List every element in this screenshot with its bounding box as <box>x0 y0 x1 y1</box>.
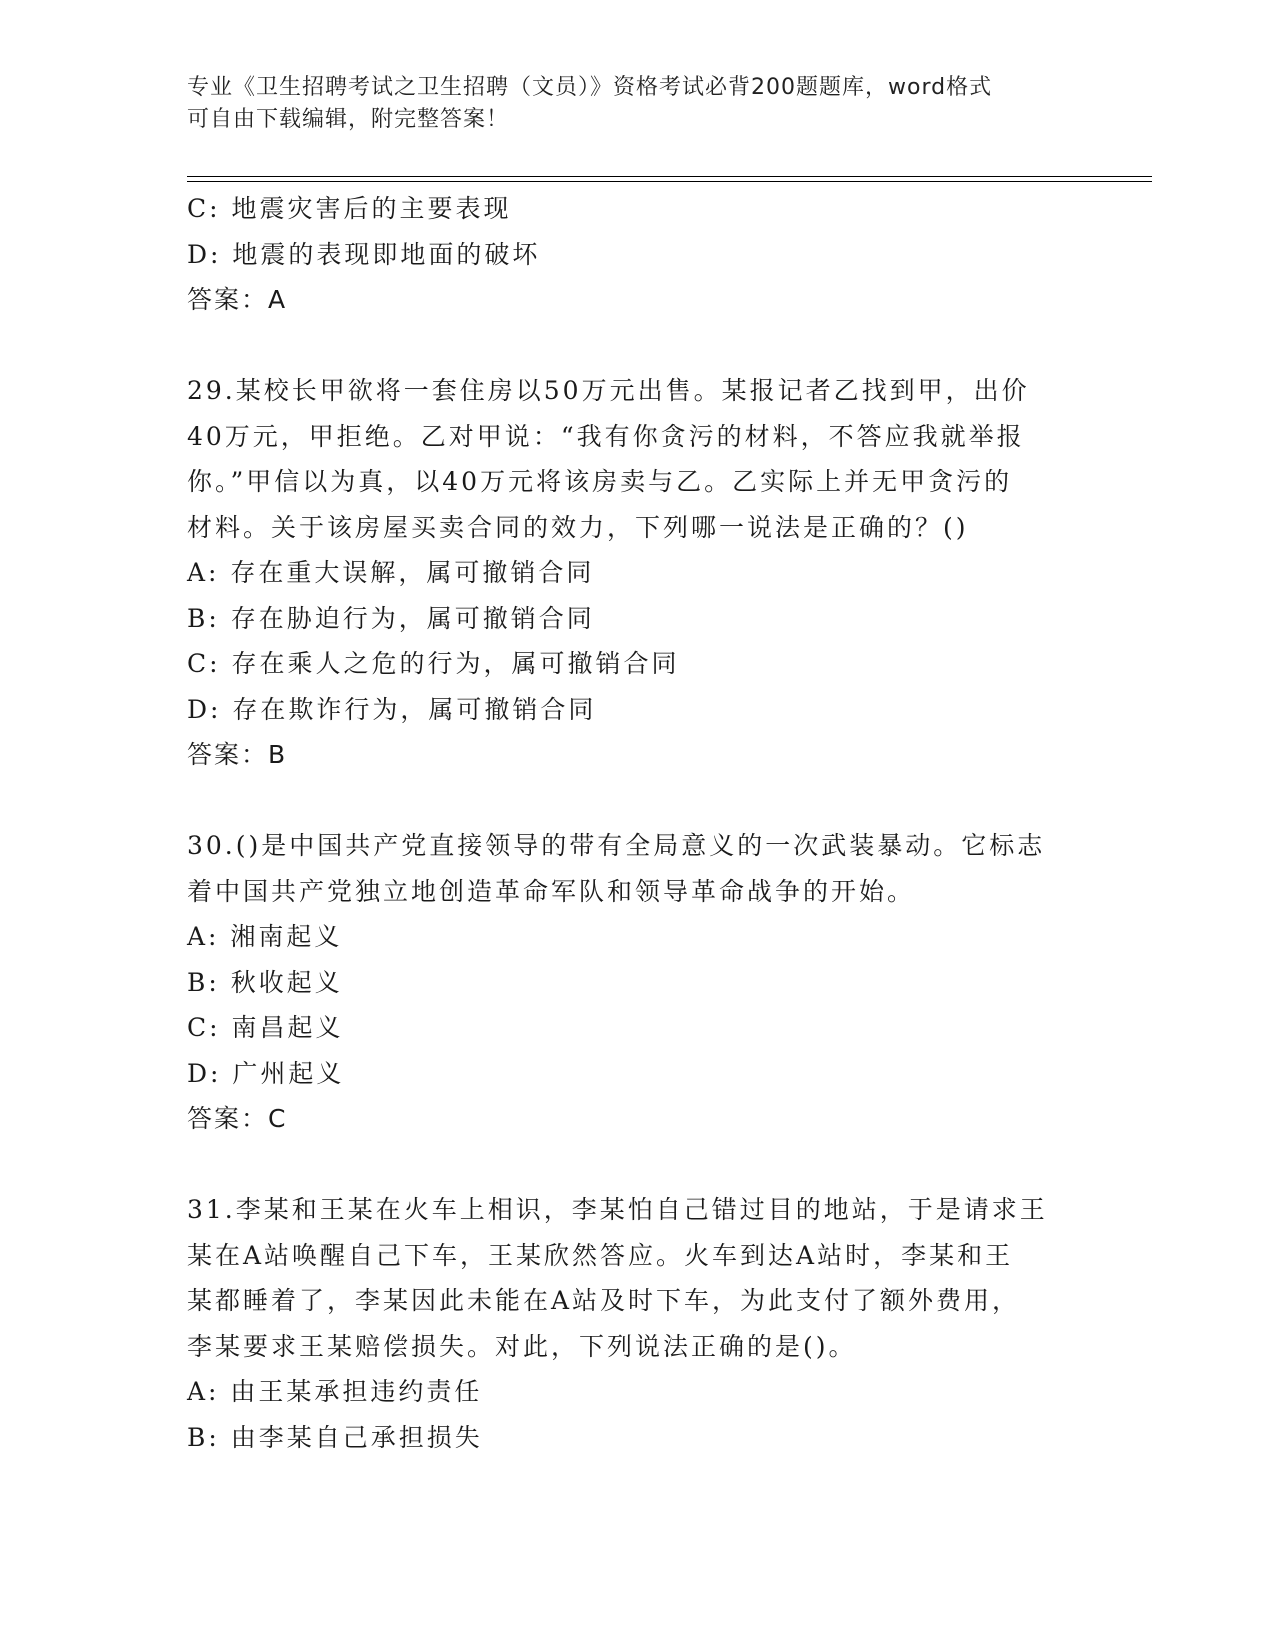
question-stem-line: 材料。关于该房屋买卖合同的效力，下列哪一说法是正确的？() <box>187 512 969 542</box>
option-c: C: 地震灾害后的主要表现 <box>187 194 512 223</box>
option-a: A: 由王某承担违约责任 <box>187 1377 483 1406</box>
question-stem-line: 29.某校长甲欲将一套住房以50万元出售。某报记者乙找到甲，出价 <box>187 376 1030 405</box>
option-a: A: 湘南起义 <box>187 922 343 951</box>
header-title-line-1: 专业《卫生招聘考试之卫生招聘（文员）》资格考试必背200题题库，word格式 <box>187 75 993 100</box>
answer-line: 答案：A <box>187 285 288 314</box>
option-d: D: 广州起义 <box>187 1058 345 1088</box>
question-stem-line: 30.()是中国共产党直接领导的带有全局意义的一次武装暴动。它标志 <box>187 831 1046 860</box>
option-b: B: 秋收起义 <box>187 967 343 997</box>
question-stem-line: 着中国共产党独立地创造革命军队和领导革命战争的开始。 <box>187 876 916 906</box>
option-d: D: 存在欺诈行为，属可撤销合同 <box>187 694 597 724</box>
option-d: D: 地震的表现即地面的破坏 <box>187 239 541 269</box>
question-31 <box>187 1187 1087 1460</box>
option-b: B: 由李某自己承担损失 <box>187 1422 483 1452</box>
question-30 <box>187 823 1087 1142</box>
option-a: A: 存在重大误解，属可撤销合同 <box>187 558 595 587</box>
header-title-line-2: 可自由下载编辑，附完整答案！ <box>187 107 510 132</box>
header-divider-top <box>187 176 1152 177</box>
answer-line: 答案：C <box>187 1104 288 1133</box>
header-divider-bottom <box>187 181 1152 182</box>
spacer <box>187 1142 1087 1188</box>
spacer <box>187 323 1087 369</box>
document-body <box>187 186 1087 1460</box>
option-b: B: 存在胁迫行为，属可撤销合同 <box>187 603 595 633</box>
question-stem-line: 某都睡着了，李某因此未能在A站及时下车，为此支付了额外费用， <box>187 1286 1021 1315</box>
question-stem-line: 李某要求王某赔偿损失。对此，下列说法正确的是()。 <box>187 1331 857 1361</box>
answer-line: 答案：B <box>187 740 288 769</box>
question-stem-line: 你。”甲信以为真，以40万元将该房卖与乙。乙实际上并无甲贪污的 <box>187 467 1013 496</box>
question-stem-line: 40万元，甲拒绝。乙对甲说：“我有你贪污的材料，不答应我就举报 <box>187 421 1025 451</box>
option-c: C: 存在乘人之危的行为，属可撤销合同 <box>187 649 680 678</box>
spacer <box>187 778 1087 824</box>
question-stem-line: 某在A站唤醒自己下车，王某欣然答应。火车到达A站时，李某和王 <box>187 1240 1014 1270</box>
prev-question-block <box>187 186 1087 323</box>
question-stem-line: 31.李某和王某在火车上相识，李某怕自己错过目的地站，于是请求王 <box>187 1195 1048 1224</box>
question-29 <box>187 368 1087 778</box>
option-c: C: 南昌起义 <box>187 1013 344 1042</box>
document-header <box>187 72 1067 136</box>
